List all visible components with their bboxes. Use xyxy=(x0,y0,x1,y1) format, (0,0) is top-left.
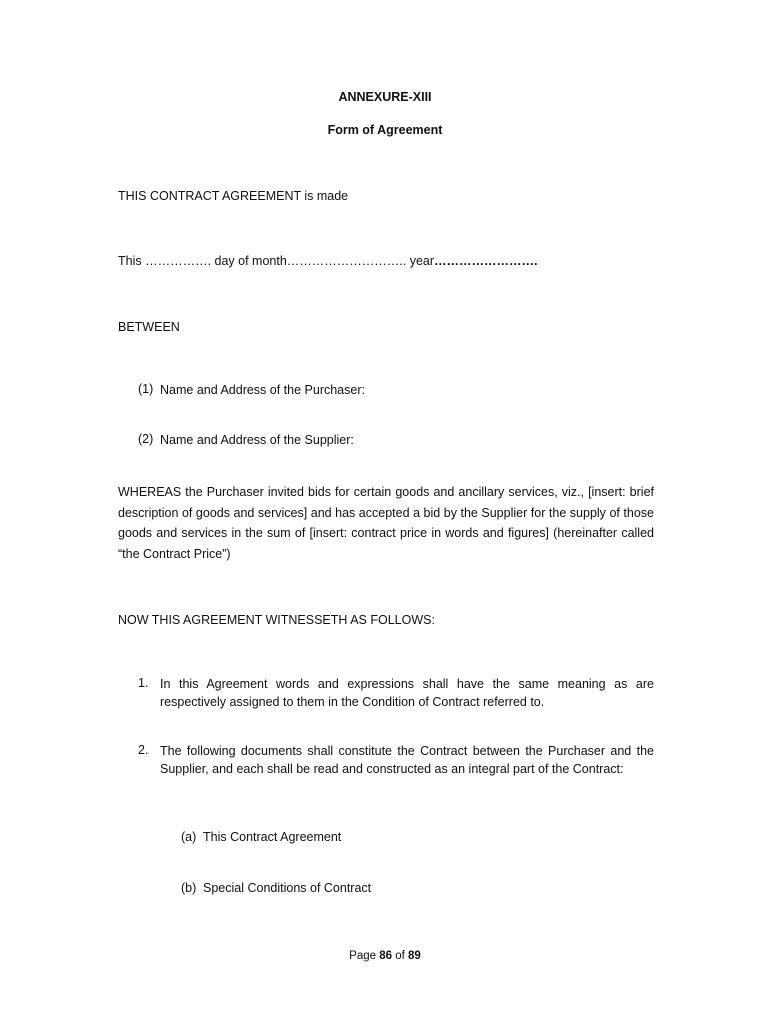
document-item xyxy=(181,881,371,895)
form-title: Form of Agreement xyxy=(327,123,443,137)
clause-number: 1. xyxy=(138,676,149,690)
party-item xyxy=(138,432,654,450)
whereas-paragraph: WHEREAS the Purchaser invited bids for certain goods and ancillary services, viz., [insert: brief description of goods and services] and has accepted a bid by the Supplier for the supply of those goods and services in the sum of [insert: contract price in words and figures] (hereinafter called “the Contract Price”) xyxy=(118,485,654,561)
party-text: Name and Address of the Supplier: xyxy=(160,433,354,447)
page-footer xyxy=(0,950,770,962)
clause-text: In this Agreement words and expressions shall have the same meaning as are respectively assigned to them in the Condition of Contract referred to. xyxy=(160,677,654,709)
annexure-title: ANNEXURE-XIII xyxy=(338,90,432,104)
party-number: (1) xyxy=(138,382,154,396)
clause-item xyxy=(138,743,654,778)
document-item xyxy=(181,830,341,844)
party-item xyxy=(138,382,654,400)
document-text: Special Conditions of Contract xyxy=(203,881,372,895)
date-line xyxy=(118,251,654,272)
party-text: Name and Address of the Purchaser: xyxy=(160,383,365,397)
page-current: 86 xyxy=(379,950,393,962)
date-line-prefix: This ……………. day of month……………………….. year xyxy=(118,254,435,268)
clause-item xyxy=(138,676,654,711)
intro-text: THIS CONTRACT AGREEMENT is made xyxy=(118,189,349,203)
witnesseth-heading: NOW THIS AGREEMENT WITNESSETH AS FOLLOWS: xyxy=(118,613,435,627)
clause-number: 2. xyxy=(138,743,149,757)
date-line-year-blank: ……………………. xyxy=(434,254,538,268)
between-heading: BETWEEN xyxy=(118,320,180,334)
document-text: This Contract Agreement xyxy=(203,830,342,844)
clause-text: The following documents shall constitute the Contract between the Purchaser and the Supplier, and each shall be read and constructed as an integral part of the Contract: xyxy=(160,744,654,776)
of-label: of xyxy=(395,950,405,962)
party-number: (2) xyxy=(138,432,154,446)
document-letter: (b) xyxy=(181,881,197,895)
page-label: Page xyxy=(349,950,377,962)
document-letter: (a) xyxy=(181,830,197,844)
page-total: 89 xyxy=(408,950,421,962)
